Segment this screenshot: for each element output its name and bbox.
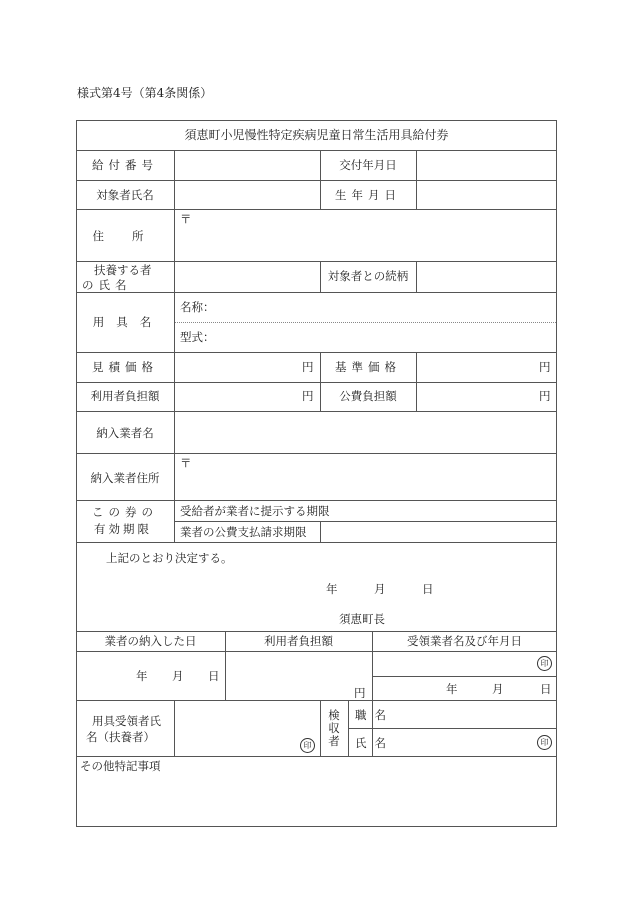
ryoshu-name-field[interactable] [373,652,556,676]
label-receiver-line1: 用具受領者氏 [92,714,161,728]
decision-month: 月 [374,582,386,596]
yen-kouhi: 円 [539,389,551,403]
label-valid-row1: 受給者が業者に提示する期限 [180,504,330,518]
ryoshu-day: 日 [540,682,552,696]
seal-ryoshu: 印 [537,656,552,671]
postal-mark-nonyu: 〒 [180,456,192,470]
nonyu-name-field[interactable] [175,412,556,453]
label-taisho-name: 対象者氏名 [96,188,154,202]
label-kyufu-bango: 給付番号 [92,158,158,172]
relationship-field[interactable] [417,262,556,292]
mayor-label: 須恵町長 [339,612,385,626]
label-shimei: 氏名 [355,736,394,750]
katashiki-field[interactable] [220,324,556,351]
col-ryoshu: 受領業者名及び年月日 [407,634,522,648]
label-kofu-date: 交付年月日 [339,158,397,172]
nonyu-year: 年 [136,669,148,683]
nonyu-date-field[interactable] [77,652,225,700]
label-address: 住所 [92,229,172,243]
label-relationship: 対象者との続柄 [327,269,409,283]
label-riyousha-futan: 利用者負担額 [90,389,160,403]
valid-row2-field[interactable] [321,522,556,542]
seal-receiver: 印 [300,738,315,753]
label-valid-row2: 業者の公費支払請求期限 [180,525,307,539]
col-nonyu-date: 業者の納入した日 [104,634,197,648]
form-number: 様式第4号（第4条関係） [77,86,213,100]
kofu-date-field[interactable] [417,151,556,180]
decision-year: 年 [326,582,338,596]
yen-kijun: 円 [539,360,551,374]
shoku-field[interactable] [373,701,556,728]
kyufu-bango-field[interactable] [175,151,320,180]
meisho-field[interactable] [220,294,556,321]
label-valid-line2: 有効期限 [94,522,152,536]
fuyo-name-field[interactable] [175,262,320,292]
label-fuyo-line2: の氏名 [82,278,132,292]
ryoshu-month: 月 [492,682,504,696]
label-mitsumori: 見積価格 [92,360,158,374]
col-riyousha-futan: 利用者負担額 [264,634,333,648]
label-valid-line1: この券の [92,505,158,519]
shimei-field[interactable] [373,729,556,756]
label-kenshusha: 検 収 者 [328,708,340,748]
label-shoku: 職名 [355,708,394,722]
valid-row1-field[interactable] [340,501,556,521]
label-kouhi-futan: 公費負担額 [339,389,397,403]
kouhi-futan-field[interactable] [417,383,556,411]
other-notes-field[interactable] [77,775,556,825]
label-fuyo-line1: 扶養する者 [94,263,152,277]
ryoshu-date-field[interactable] [373,677,556,700]
ryoshu-year: 年 [446,682,458,696]
seal-kenshusha: 印 [537,735,552,750]
postal-mark-address: 〒 [180,212,192,226]
form-title: 須恵町小児慢性特定疾病児童日常生活用具給付券 [184,128,449,142]
label-katashiki: 型式： [180,330,215,344]
label-receiver-line2: 名（扶養者） [86,730,155,744]
label-nonyu-name: 納入業者名 [96,426,154,440]
decision-day: 日 [422,582,434,596]
nonyu-address-field[interactable] [175,454,556,500]
birth-date-field[interactable] [417,181,556,209]
lower-riyousha-futan-field[interactable] [226,652,372,700]
riyousha-futan-field[interactable] [175,383,320,411]
yen-riyousha: 円 [302,389,314,403]
nonyu-month: 月 [172,669,184,683]
label-birth-date: 生年月日 [335,188,401,202]
yen-lower: 円 [354,686,366,700]
decision-text: 上記のとおり決定する。 [106,551,233,565]
taisho-name-field[interactable] [175,181,320,209]
decision-date-field[interactable] [300,578,440,600]
address-field[interactable] [175,210,556,261]
label-meisho: 名称： [180,300,215,314]
label-yogu-name: 用具名 [92,315,164,329]
label-kijun: 基準価格 [335,360,401,374]
nonyu-day: 日 [208,669,220,683]
label-nonyu-address: 納入業者住所 [90,471,160,485]
yen-mitsumori: 円 [302,360,314,374]
mitsumori-field[interactable] [175,353,320,382]
receiver-name-field[interactable] [175,701,320,756]
label-other: その他特記事項 [80,759,161,773]
kijun-field[interactable] [417,353,556,382]
